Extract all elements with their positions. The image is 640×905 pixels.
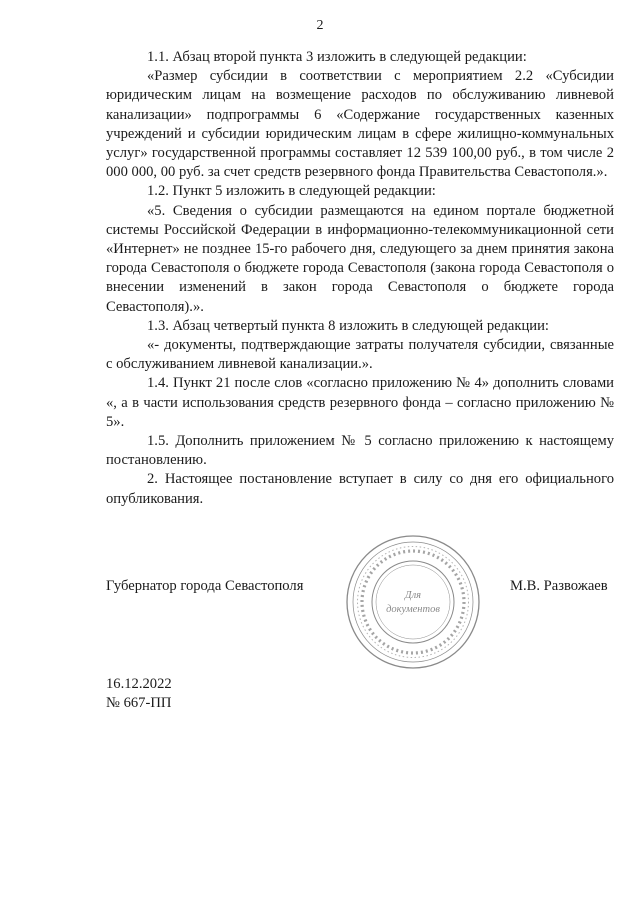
seal-center-text-bottom: документов (386, 604, 440, 615)
document-date: 16.12.2022 (106, 676, 172, 692)
paragraph-quote-subsidy-size: «Размер субсидии в соответствии с мероприятием 2.2 «Субсидии юридическим лицам на возмещение расходов по обслуживанию ливневой канализации» подпрограммы 6 «Содержание государственных казенных учреждений и субсидии юридическим лицам в сфере жилищно-коммунальных услуг» государственной программы составляет 12 539 100,00 руб., в том числе 2 000 000, 00 руб. за счет средств резервного фонда Правительства Севастополя.». (106, 68, 614, 181)
paragraph-quote-point-5: «5. Сведения о субсидии размещаются на едином портале бюджетной системы Российской Федерации в информационно-телекоммуникационной сети «Интернет» не позднее 15-го рабочего дня, следующего за днем принятия закона города Севастополя о бюджете города Севастополя (закона города Севастополя о внесении изменений в закон города Севастополя о бюджете города Севастополя).». (106, 202, 614, 315)
paragraph-quote-documents: «- документы, подтверждающие затраты получателя субсидии, связанные с обслуживанием ливневой канализации.». (106, 337, 614, 373)
paragraph-1-1: 1.1. Абзац второй пункта 3 изложить в следующей редакции: (147, 49, 527, 65)
document-footer (106, 675, 172, 713)
paragraph-1-4: 1.4. Пункт 21 после слов «согласно приложению № 4» дополнить словами «, а в части использования средств резервного фонда – согласно приложению № 5». (106, 375, 614, 430)
document-number: № 667-ПП (106, 695, 172, 711)
paragraph-2: 2. Настоящее постановление вступает в силу со дня его официального опубликования. (106, 471, 614, 507)
paragraph-1-2: 1.2. Пункт 5 изложить в следующей редакции: (147, 183, 436, 200)
signatory-position: Губернатор города Севастополя (106, 578, 304, 594)
signatory-name: М.В. Развожаев (510, 578, 608, 594)
paragraph-1-3: 1.3. Абзац четвертый пункта 8 изложить в следующей редакции: (147, 317, 549, 334)
official-seal-stamp (338, 530, 488, 675)
document-body (106, 48, 614, 509)
page-number: 2 (316, 18, 324, 33)
seal-center-text-top: Для (404, 590, 422, 601)
paragraph-1-5: 1.5. Дополнить приложением № 5 согласно приложению к настоящему постановлению. (106, 433, 614, 469)
